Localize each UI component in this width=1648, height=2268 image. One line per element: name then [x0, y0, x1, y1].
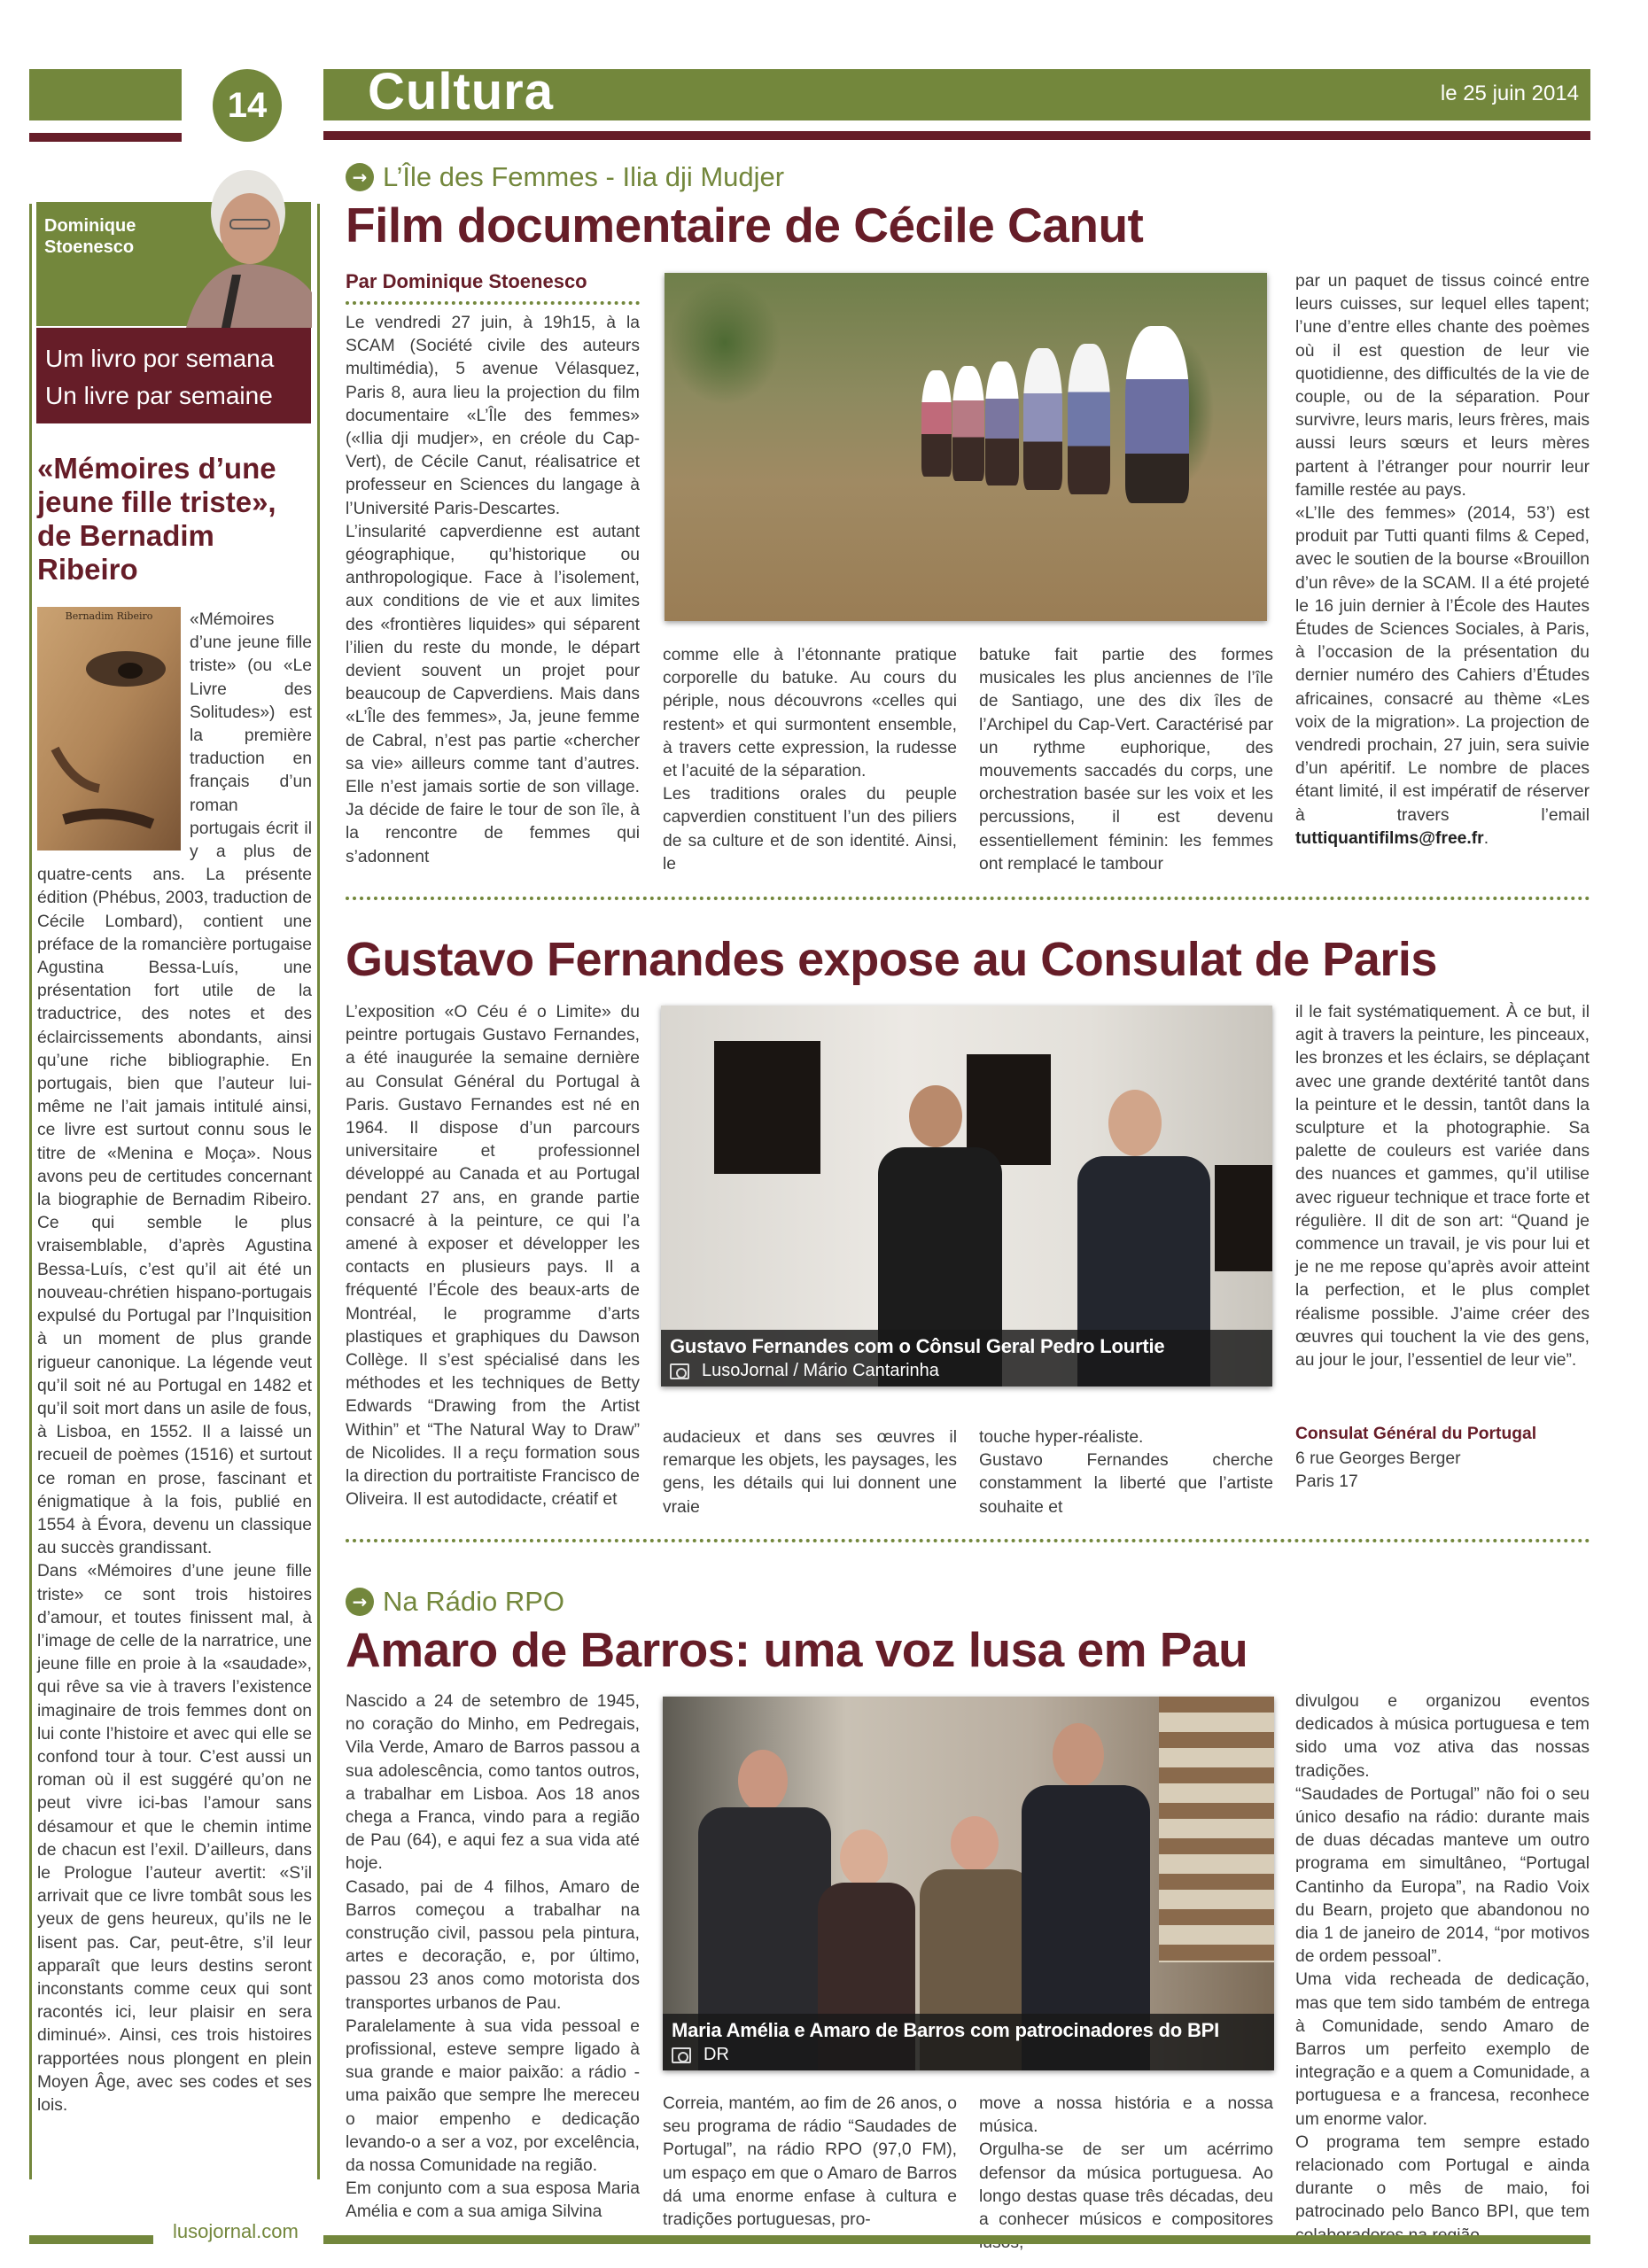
author-name	[44, 215, 186, 258]
weekly-book-banner	[36, 328, 311, 423]
article1-column-4	[1295, 270, 1590, 850]
paragraph: Paralelamente à sua vida pessoal e profissional, esteve sempre ligado à sua grande e maior paixão: a rádio - uma paixão que sempre lhe mereceu o maior empenho e dedicação levando-o a ser a voz, por excelência, da nossa Comunidade na região.	[346, 2016, 640, 2176]
article2-photo-exhibition	[661, 1006, 1272, 1386]
paragraph: Nascido a 24 de setembro de 1945, no coração do Minho, em Pedregais, Vila Verde, Amaro de Barros passou a sua adolescência, como tantos outros, a trabalhar em Lisboa. Aos 18 anos chega a Franca, vindo para a região de Pau (64), e aqui fez a sua vida até hoje.	[346, 1692, 640, 1874]
paragraph: Les traditions orales du peuple capverdien constituent l’un des piliers de sa culture et de son identité. Ainsi, le	[663, 785, 957, 874]
paragraph: Em conjunto com a sua esposa Maria Amélia e com a sua amiga Silvina	[346, 2179, 640, 2222]
article2-column-1	[346, 1001, 640, 1511]
article1-photo-batuke-women	[665, 273, 1267, 621]
paragraph: par un paquet de tissus coincé entre leurs cuisses, sur lequel elles tapent; l’une d’entre elles chante des poèmes où il est question de leur vie quotidienne, des difficultés de la vie de couple, ou de la séparation. Pour survivre, leurs maris, leurs frères, mais aussi leurs sœurs et leurs mères partent à l’étranger pour nourrir leur famille restée au pays.	[1295, 272, 1590, 500]
issue-date: le 25 juin 2014	[1440, 82, 1579, 105]
paragraph: Orgulha-se de ser um acérrimo defensor da música portuguesa. Ao longo destas quase três décadas, deu a conhecer músicos e compositores	[979, 2140, 1273, 2230]
book-title-line: jeune fille triste»,	[37, 485, 276, 518]
punctuation: .	[1483, 828, 1489, 848]
photo-credit: LusoJornal / Mário Cantarinha	[702, 1361, 939, 1380]
footer-left-band	[29, 2235, 153, 2244]
book-title-line: de Bernadim	[37, 519, 214, 552]
article1-kicker	[346, 161, 784, 193]
arrow-right-icon: →	[346, 1588, 374, 1616]
cover-float-spacer	[37, 609, 190, 850]
paragraph: “Saudades de Portugal” não foi o seu único desafio na rádio: durante mais de duas décadas manteve um outro programa em simultâneo, “Portugal Cantinho da Europa”, na Radio Voix du Bearn, projeto que abandonou no dia 1 de janeiro de 2014, “por motivos de ordem pessoal”.	[1295, 1784, 1590, 1967]
banner-french: Un livre par semaine	[45, 382, 273, 409]
paragraph	[1295, 502, 1590, 850]
author-last-name: Stoenesco	[44, 237, 135, 257]
paragraph: il le fait systématiquement. À ce but, il agit à travers la peinture, les pinceaux, les bronzes et les éclairs, se déplaçant avec une grande dextérité tantôt dans la peinture et le dessin, tantôt dans la sculpture et la photographie. Sa palette de couleurs est variée dans des nuances et gammes, qu’il utilise avec rigueur technique et trace forte et régulière. Il dit de son art: “Quand je commence un travail, je vis pour lui et je ne me repose qu’après avoir atteint la perfection, et le plus complet réalisme possible. J’aime créer des œuvres qui touchent la vie des gens, au jour le jour, l’essentiel de leur vie”.	[1295, 1003, 1590, 1371]
review-paragraph: Dans «Mémoires d’une jeune fille triste» ce sont trois histoires d’amour, et toutes finissent mal, à l’image de celle de la narratrice, une jeune fille en proie à la «saudade», qui rêve sa vie à travers l’existence imaginaire de trois femmes dont on lui conte l’histoire et avec qui elle se confond tour à tour. C’est aussi un roman où il est suggéré qu’on ne peut vivre ici-bas l’amour sans désamour et que le chemin intime de chacun est l’exil. D’ailleurs, dans le Prologue l’auteur avertit: «S’il arrivait que ce livre tombât sous les yeux de gens heureux, qu’ils ne le lisent pas. Car, peut-être, s’il leur apparaît que leurs destins seront inconstants comme ceux qui sont racontés ici, leur plaisir en sera diminué». Ainsi, ces trois histoires rapportées nous plongent en plein Moyen Âge, avec ses codes et ses lois.	[37, 1562, 312, 2115]
article2-column-3	[979, 1426, 1273, 1519]
banner-portuguese: Um livro por semana	[45, 345, 275, 372]
footer-right-band	[323, 2235, 1590, 2244]
article-divider	[346, 1539, 1590, 1542]
paragraph: comme elle à l’étonnante pratique corporelle du batuke. Au cours du périple, nous découvrons «celles qui restent» et qui surmontent ensemble, à travers cette expression, la rudesse et l’acuité de la séparation.	[663, 646, 957, 781]
paragraph: Gustavo Fernandes cherche constamment la liberté que l’artiste souhaite et	[979, 1451, 1273, 1517]
contact-email-link[interactable]: tuttiquantifilms@free.fr	[1295, 828, 1484, 848]
photo-caption	[661, 1330, 1272, 1386]
paragraph-text: «L’Ile des femmes» (2014, 53’) est produit par Tutti quanti films & Ceped, avec le soutien de la bourse «Brouillon d’un rêve» de la SCAM. Il a été projeté le 16 juin dernier à l’École des Hautes Études de Sciences Sociales, à Paris, à l’occasion de la présentation du dernier numéro des Cahiers d’Études africaines, consacré au thème «Les voix de la migration». La projection de vendredi prochain, 27 juin, sera suivie d’un apéritif. Le nombre de places étant limité, il est impératif de réserver à travers l’email	[1295, 504, 1590, 825]
article1-byline: Par Dominique Stoenesco	[346, 270, 587, 292]
article3-photo-group	[663, 1697, 1274, 2070]
book-title-line: Ribeiro	[37, 553, 138, 586]
venue-city: Paris 17	[1295, 1472, 1358, 1492]
paragraph: Le vendredi 27 juin, à 19h15, à la SCAM (Société civile des auteurs multimédia), 5 avenue Vélasquez, Paris 8, aura lieu la projection du film documentaire «L’Île des femmes» («Ilia dji mudjer», en créole du Cap-Vert), de Cécile Canut, réalisatrice et professeur en Sciences du langage à l’Université Paris-Descartes.	[346, 314, 640, 518]
article1-headline: Film documentaire de Cécile Canut	[346, 198, 1144, 252]
arrow-right-icon: →	[346, 163, 374, 191]
page-number-badge: 14	[213, 69, 282, 142]
caption-credit	[670, 1361, 1263, 1381]
paragraph: Uma vida recheada de dedicação, mas que tem sido também de entrega à Comunidade, sendo Amaro de Barros um perfeito exemplo de integração e a quem a Comunidade, a portuguesa e a francesa, reconhece um enorme valor.	[1295, 1970, 1590, 2129]
article1-column-3	[979, 644, 1273, 876]
article3-headline: Amaro de Barros: uma voz lusa em Pau	[346, 1622, 1248, 1677]
camera-icon	[670, 1363, 689, 1379]
article1-column-2	[663, 644, 957, 876]
photo-credit: DR	[704, 2045, 729, 2064]
footer-website[interactable]: lusojornal.com	[173, 2220, 299, 2242]
venue-street: 6 rue Georges Berger	[1295, 1449, 1461, 1468]
byline-divider	[346, 301, 640, 305]
venue-name: Consulat Général du Portugal	[1295, 1425, 1537, 1443]
author-first-name: Dominique	[44, 216, 136, 236]
camera-icon	[672, 2047, 691, 2063]
header-left-rule	[29, 133, 182, 142]
caption-title: Gustavo Fernandes com o Cônsul Geral Pedro Lourtie	[670, 1335, 1165, 1357]
article3-column-2	[663, 2093, 957, 2232]
article3-kicker	[346, 1586, 564, 1618]
caption-credit	[672, 2045, 1265, 2065]
paragraph: touche hyper-réaliste.	[979, 1428, 1144, 1447]
book-review-body	[37, 609, 312, 2117]
paragraph: Correia, mantém, ao fim de 26 anos, o seu programa de rádio “Saudades de Portugal”, na rádio RPO (97,0 FM), um espaço em que o Amaro de Barros dá uma enorme enfase à cultura e tradições portuguesas, pro-	[663, 2094, 957, 2230]
review-paragraph: «Mémoires d’une jeune fille triste» (ou «Le Livre des Solitudes») est la première traduction en français d’un roman portugais écrit il y a plus de quatre-cents ans. La présente édition (Phébus, 2003, traduction de Cécile Lombard), contient une préface de la romancière portugaise Agustina Bessa-Luís, une présentation fort utile de la traductrice, des notes et des éclaircissements abondants, ainsi qu’une riche bibliographie. En portugais, bien que l’auteur lui-même ne l’ait jamais intitulé ainsi, ce livre est surtout connu sous le titre de «Menina e Moça». Nous avons peu de certitudes concernant la biographie de Bernadim Ribeiro. Ce qui semble le plus vraisemblable, d’après Agustina Bessa-Luís, c’est qu’il ait été un nouveau-chrétien hispano-portugais expulsé du Portugal par l’Inquisition à un moment de plus grande rigueur canonique. La légende veut qu’il soit né au Portugal en 1482 et qu’il soit mort dans un asile de fous, à Lisboa, en 1552. Il a laissé un recueil de poèmes (1516) et surtout ce roman en prose, fascinant et énigmatique à la fois, publié en 1554 à Évora, devenu un classique au succès grandissant.	[37, 610, 312, 1558]
venue-address	[1295, 1448, 1461, 1494]
article1-column-1	[346, 312, 640, 869]
paragraph: divulgou e organizou eventos dedicados à música portuguesa e tem sido uma voz ativa das nossas tradições.	[1295, 1692, 1590, 1781]
book-review-title	[37, 452, 303, 586]
article3-column-1	[346, 1690, 640, 2225]
paragraph: audacieux et dans ses œuvres il remarque les objets, les paysages, les gens, les détails qui lui donnent une vraie	[663, 1428, 957, 1517]
article2-column-2	[663, 1426, 957, 1519]
paragraph: batuke fait partie des formes musicales les plus anciennes de l’île de Santiago, une des dix îles de l’Archipel du Cap-Vert. Caractérisé par un rythme euphorique, des mouvements saccadés du corps, une orchestration basée sur les voix et les percussions, il est devenu essentiellement féminin: les femmes ont remplacé le tambour	[979, 646, 1273, 874]
header-left-band	[29, 69, 182, 120]
caption-title: Maria Amélia e Amaro de Barros com patrocinadores do BPI	[672, 2019, 1220, 2041]
kicker-text: Na Rádio RPO	[383, 1586, 565, 1617]
author-portrait	[177, 159, 312, 328]
kicker-text: L’Île des Femmes - Ilia dji Mudjer	[383, 161, 785, 192]
article2-column-4	[1295, 1001, 1590, 1372]
photo-caption	[663, 2014, 1274, 2070]
section-header-rule	[323, 131, 1590, 140]
article3-column-3	[979, 2093, 1273, 2255]
paragraph: L’insularité capverdienne est autant géographique, qu’historique ou anthropologique. Face à l’isolement, aux conditions de vie et aux limites des «frontières liquides» qui séparent l’ilien du reste du monde, le départ devient souvent un projet pour beaucoup de Capverdiens. Mais dans «L’Île des femmes», Ja, jeune femme de Cabral, n’est pas partie «chercher sa vie» ailleurs comme tant d’autres. Elle n’est jamais sortie de son village. Ja décide de faire le tour de son île, à la rencontre de femmes qui s’adonnent	[346, 522, 640, 866]
paragraph: move a nossa história e a nossa música.	[979, 2094, 1273, 2137]
article2-headline: Gustavo Fernandes expose au Consulat de Paris	[346, 933, 1437, 986]
article3-column-4	[1295, 1690, 1590, 2248]
book-title-line: «Mémoires d’une	[37, 452, 276, 485]
paragraph: L’exposition «O Céu é o Limite» du peintre portugais Gustavo Fernandes, a été inaugurée la semaine dernière au Consulat Général du Portugal à Paris. Gustavo Fernandes est né en 1964. Il dispose d’un parcours universitaire et professionnel développé au Canada et au Portugal pendant 27 ans, en grande partie consacré à la peinture, ce qui l’a amené à exposer et développer les contacts en plusieurs pays. Il a fréquenté l’École des beaux-arts de Montréal, le programme d’arts plastiques et graphiques du Dawson Collège. Il s’est spécialisé dans les méthodes et les techniques de Betty Edwards “Drawing from the Artist Within” et “The Natural Way to Draw” de Nicolides. Il a reçu formation sous la direction du portraitiste Francisco de Oliveira. Il est autodidacte, créatif et	[346, 1003, 640, 1510]
cover-author-text: Bernadim Ribeiro	[65, 610, 153, 622]
paragraph: Casado, pai de 4 filhos, Amaro de Barros começou a trabalhar na construção civil, passou pela pintura, artes e decoração, e, por último, passou 23 anos como motorista dos transportes urbanos de Pau.	[346, 1877, 640, 2013]
paragraph: O programa tem sempre estado relacionado com Portugal e ainda durante o mês de maio, foi patrocinado pelo Banco BPI, que tem	[1295, 2132, 1590, 2222]
article-divider	[346, 897, 1590, 900]
section-title: Cultura	[368, 63, 554, 120]
